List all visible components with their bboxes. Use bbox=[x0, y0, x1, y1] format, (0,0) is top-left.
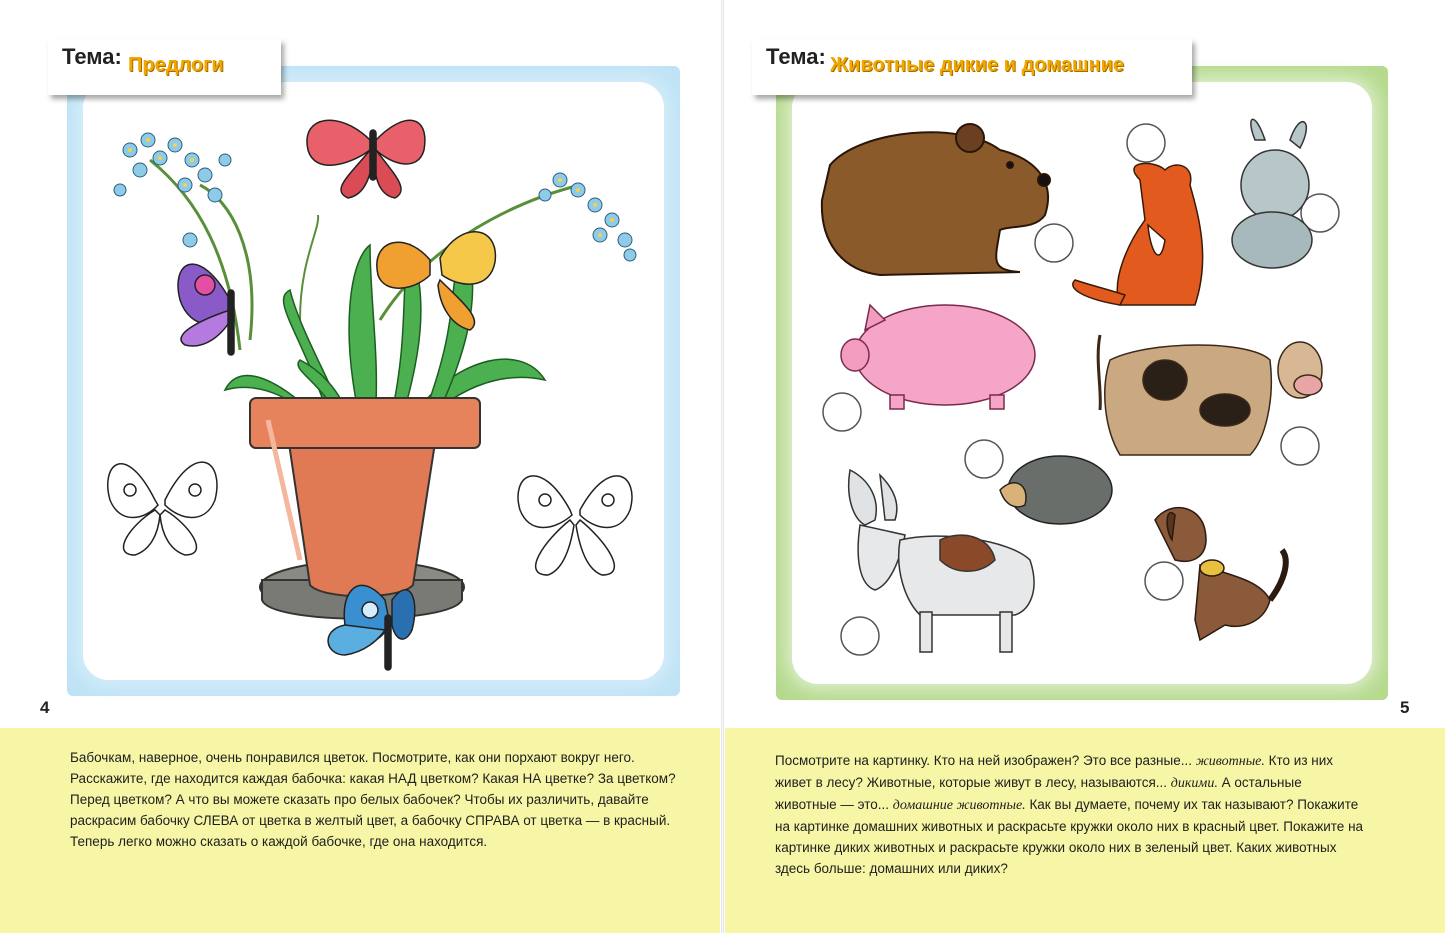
page-number: 4 bbox=[40, 698, 50, 717]
theme-label-right bbox=[752, 39, 1192, 95]
instruction-text: Как вы думаете, почему их так называют? Покажите на картинке домашних животных и раскрасьте кружки около них в красный цвет. Покажите на картинке диких животных и раскрасьте кружки около них в зеленый цвет. Каких животных здесь больше: домашних или диких? bbox=[775, 797, 1364, 876]
page-number: 5 bbox=[1400, 698, 1410, 717]
theme-title: Предлоги bbox=[128, 54, 224, 76]
instruction-text: Кто из них живет в лесу? Животные, которые живут в лесу, называются... bbox=[775, 753, 1334, 790]
instruction-text-left: Бабочкам, наверное, очень понравился цветок. Посмотрите, как они порхают вокруг него. Расскажите, где находится каждая бабочка: какая НАД цветком? Какая НА цветке? За цветком? Перед цветком? А что вы можете сказать про белых бабочек? Чтобы их различить, давайте раскрасим бабочку СЛЕВА от цветка в желтый цвет, а бабочку СПРАВА от цветка — в красный. Теперь легко можно сказать о каждой бабочке, где она находится. bbox=[70, 750, 676, 849]
pig bbox=[841, 305, 1035, 409]
instruction-text: А остальные животные — это... bbox=[775, 775, 1302, 812]
theme-prefix: Тема: bbox=[766, 44, 826, 69]
answer-italic: дикими. bbox=[1170, 776, 1218, 791]
answer-italic: домашние животные. bbox=[892, 798, 1026, 813]
fox bbox=[1073, 163, 1203, 305]
bear bbox=[822, 124, 1050, 275]
instruction-text: Посмотрите на картинку. Кто на ней изображен? Это все разные... bbox=[775, 753, 1196, 768]
hare bbox=[1232, 119, 1312, 268]
theme-prefix: Тема: bbox=[62, 44, 122, 69]
hedgehog bbox=[1000, 456, 1112, 524]
answer-italic: животные. bbox=[1195, 754, 1265, 769]
book-gutter bbox=[721, 0, 724, 933]
instruction-text-right bbox=[775, 750, 1365, 879]
theme-title: Животные дикие и домашние bbox=[830, 54, 1125, 76]
